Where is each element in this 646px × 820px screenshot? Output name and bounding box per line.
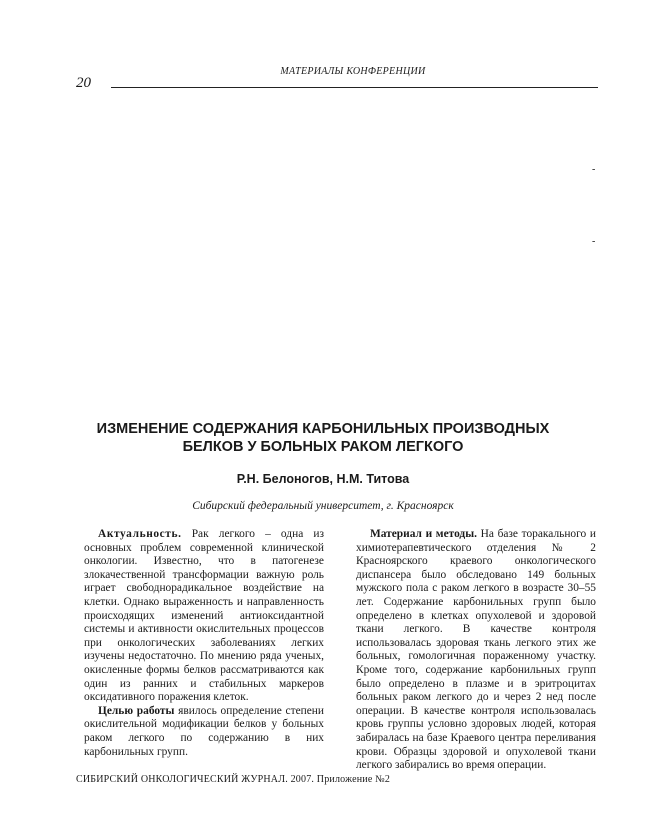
article-title-line: БЕЛКОВ У БОЛЬНЫХ РАКОМ ЛЕГКОГО: [182, 439, 464, 455]
paragraph-text: Рак легкого – одна из основных проблем современной клинической онкологии. Известно, что в патогенезе злокачественной трансформации важную роль играет свободнорадикальное воздействие на клетки. Однако выраженность и направленность происходящих изменений антиоксидантной системы и активности окислительных процессов при онкологических заболеваниях легких изучены недостаточно. По мнению ряда ученых, окисленные формы белков рассматриваются как один из ранних и стабильных маркеров оксидативного поражения клеток.: [84, 528, 324, 704]
paragraph-lead: Актуальность.: [98, 528, 182, 540]
paragraph-text: На базе торакального и химиотерапевтического отделения № 2 Красноярского краевого онкологического диспансера было обследовано 149 больных мужского пола с раком легкого в возрасте 30–55 лет. Содержание карбонильных групп было определено в клетках опухолевой и здоровой ткани легкого. В качестве контроля использовалась здоровая ткань легкого этих же больных, гомологичная пораженному участку. Кроме того, содержание карбонильных групп было определено в плазме и в эритроцитах больных раком легкого до и через 2 нед после операции. В качестве контроля использовалась кровь группы условно здоровых людей, которая забиралась на базе Краевого центра переливания крови. Образцы здоровой и опухолевой ткани легкого забирались во время операции.: [356, 528, 596, 772]
right-column: [356, 528, 596, 773]
affiliation: Сибирский федеральный университет, г. Красноярск: [192, 500, 454, 512]
paragraph-aim: [84, 705, 324, 759]
page-number: 20: [76, 75, 91, 91]
article-title: [60, 420, 586, 456]
running-title: МАТЕРИАЛЫ КОНФЕРЕНЦИИ: [280, 66, 426, 77]
article-title-line: ИЗМЕНЕНИЕ СОДЕРЖАНИЯ КАРБОНИЛЬНЫХ ПРОИЗВОДНЫХ: [96, 421, 550, 437]
header-rule: [111, 87, 598, 88]
paragraph-relevance: [84, 528, 324, 705]
paragraph-lead: Целью работы: [98, 704, 175, 717]
margin-tick: -: [592, 164, 596, 175]
journal-footer: СИБИРСКИЙ ОНКОЛОГИЧЕСКИЙ ЖУРНАЛ. 2007. Приложение №2: [76, 774, 391, 785]
paragraph-lead: Материал и методы.: [370, 528, 477, 540]
authors: Р.Н. Белоногов, Н.М. Титова: [236, 472, 410, 486]
left-column: [84, 528, 324, 759]
paragraph-text: явилось определение степени окислительной модификации белков у больных раком легкого по содержанию в них карбонильных групп.: [84, 704, 324, 758]
margin-tick: -: [592, 236, 596, 247]
paragraph-methods: [356, 528, 596, 773]
